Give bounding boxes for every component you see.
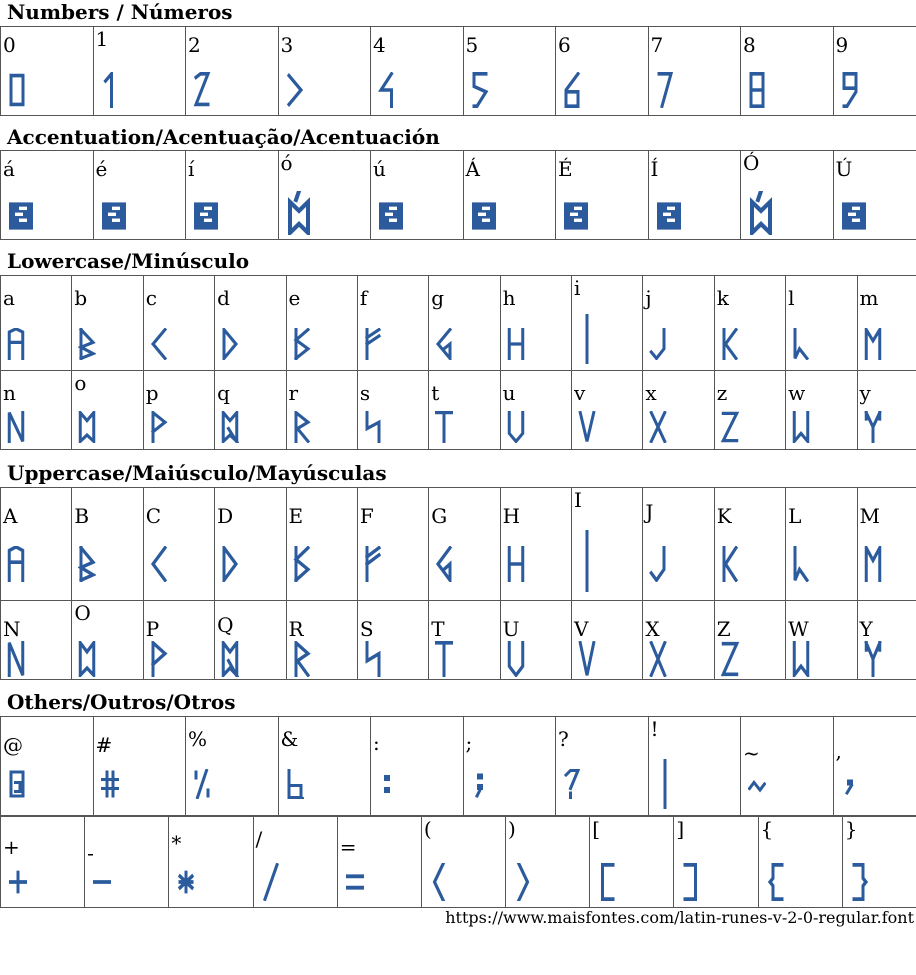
rune-glyph-icon <box>221 546 239 582</box>
glyph-cell-accents-í <box>186 151 279 240</box>
char-label: 5 <box>465 33 479 57</box>
glyph-cell-lowercase_row1-e <box>286 276 357 371</box>
char-label: d <box>217 286 230 310</box>
glyph-cell-numbers-9 <box>833 27 916 116</box>
glyph-cell-uppercase_row1-F <box>357 488 428 601</box>
char-label: , <box>835 739 842 763</box>
rune-glyph-icon <box>864 641 882 677</box>
rune-glyph-icon <box>8 769 26 799</box>
char-label: e <box>288 286 301 310</box>
rune-glyph-icon <box>7 411 25 443</box>
rune-glyph-icon <box>578 411 596 443</box>
char-label: o <box>74 371 87 395</box>
rune-glyph-icon <box>93 863 111 901</box>
char-label: G <box>431 504 448 528</box>
rune-glyph-icon <box>514 863 532 901</box>
glyph-cell-uppercase_row2-Y <box>857 601 916 680</box>
glyph-cell-uppercase_row1-K <box>714 488 785 601</box>
char-label: F <box>359 504 374 528</box>
char-label: X <box>645 617 660 641</box>
rune-glyph-icon <box>7 546 25 582</box>
others-grid-row2 <box>0 816 916 908</box>
rune-glyph-icon <box>150 411 168 443</box>
glyph-cell-lowercase_row1-f <box>357 276 428 371</box>
glyph-cell-accents-ó <box>278 151 371 240</box>
glyph-cell-uppercase_row1-M <box>857 488 916 601</box>
glyph-cell-lowercase_row1-h <box>500 276 571 371</box>
glyph-cell-lowercase_row2-n <box>1 371 72 450</box>
rune-glyph-icon <box>563 769 581 799</box>
glyph-cell-uppercase_row2-O <box>72 601 143 680</box>
char-label: g <box>431 286 445 310</box>
rune-glyph-icon <box>379 199 403 233</box>
char-label: [ <box>592 817 601 841</box>
glyph-cell-others_row2-equals <box>337 817 421 908</box>
rune-glyph-icon <box>721 641 739 677</box>
char-label: x <box>645 381 657 405</box>
rune-glyph-icon <box>286 769 304 799</box>
char-label: : <box>373 731 380 755</box>
glyph-cell-lowercase_row2-s <box>357 371 428 450</box>
char-label: M <box>859 504 880 528</box>
rune-glyph-icon <box>471 72 489 108</box>
rune-glyph-icon <box>221 411 239 443</box>
glyph-cell-numbers-1 <box>93 27 186 116</box>
char-label: ! <box>650 717 659 741</box>
glyph-cell-numbers-8 <box>741 27 834 116</box>
char-label: s <box>359 381 371 405</box>
glyph-cell-numbers-4 <box>371 27 464 116</box>
rune-glyph-icon <box>792 641 810 677</box>
char-label: = <box>339 835 357 859</box>
glyph-cell-lowercase_row1-d <box>215 276 286 371</box>
char-label: l <box>788 286 795 310</box>
numbers-grid <box>0 26 916 116</box>
rune-glyph-icon <box>472 199 496 233</box>
char-label: é <box>95 157 108 181</box>
rune-glyph-icon <box>193 72 211 108</box>
glyph-cell-lowercase_row2-t <box>429 371 500 450</box>
glyph-cell-others_row1-semicolon <box>463 717 556 816</box>
glyph-cell-lowercase_row2-v <box>572 371 643 450</box>
accents-grid <box>0 150 916 240</box>
glyph-cell-uppercase_row2-W <box>786 601 857 680</box>
char-label: Z <box>716 617 731 641</box>
glyph-cell-uppercase_row1-B <box>72 488 143 601</box>
glyph-cell-others_row1-ampersand <box>278 717 371 816</box>
glyph-cell-lowercase_row2-z <box>714 371 785 450</box>
char-label: Á <box>465 157 480 181</box>
char-label: * <box>171 831 182 855</box>
rune-glyph-icon <box>293 641 311 677</box>
char-label: m <box>859 286 879 310</box>
source-url: https://www.maisfontes.com/latin-runes-v-2-0-regular.font <box>445 908 914 927</box>
rune-glyph-icon <box>507 328 525 360</box>
glyph-cell-accents-Í <box>648 151 741 240</box>
char-label: t <box>431 381 440 405</box>
rune-glyph-icon <box>864 411 882 443</box>
rune-glyph-icon <box>649 411 667 443</box>
glyph-cell-others_row1-percent <box>186 717 279 816</box>
char-label: 3 <box>280 33 294 57</box>
rune-glyph-icon <box>150 641 168 677</box>
char-label: 2 <box>188 33 201 57</box>
rune-glyph-icon <box>364 546 382 582</box>
char-label: 8 <box>743 33 756 57</box>
glyph-cell-lowercase_row2-r <box>286 371 357 450</box>
glyph-cell-lowercase_row1-c <box>143 276 214 371</box>
char-label: B <box>74 504 90 528</box>
char-label: K <box>716 504 732 528</box>
rune-glyph-icon <box>657 199 681 233</box>
lowercase-heading: Lowercase/Minúsculo <box>7 249 250 273</box>
rune-glyph-icon <box>656 759 674 809</box>
glyph-cell-uppercase_row1-D <box>215 488 286 601</box>
glyph-cell-uppercase_row2-P <box>143 601 214 680</box>
rune-glyph-icon <box>435 641 453 677</box>
rune-glyph-icon <box>864 546 882 582</box>
rune-glyph-icon <box>78 411 96 443</box>
rune-glyph-icon <box>430 863 448 901</box>
rune-glyph-icon <box>150 546 168 582</box>
char-label: p <box>145 381 159 405</box>
rune-glyph-icon <box>649 328 667 360</box>
rune-glyph-icon <box>7 328 25 360</box>
rune-glyph-icon <box>851 863 869 901</box>
char-label: ó <box>280 151 293 175</box>
rune-glyph-icon <box>649 641 667 677</box>
char-label: Ó <box>743 151 760 175</box>
char-label: L <box>788 504 802 528</box>
rune-glyph-icon <box>842 199 866 233</box>
char-label: - <box>87 841 94 865</box>
char-label: J <box>645 500 654 524</box>
rune-glyph-icon <box>78 328 96 360</box>
glyph-cell-others_row2-bracket-open <box>590 817 674 908</box>
glyph-cell-lowercase_row1-m <box>857 276 916 371</box>
rune-glyph-icon <box>7 641 25 677</box>
rune-glyph-icon <box>578 641 596 677</box>
rune-glyph-icon <box>435 546 453 582</box>
rune-glyph-icon <box>507 411 525 443</box>
rune-glyph-icon <box>378 72 396 108</box>
glyph-cell-uppercase_row1-J <box>643 488 714 601</box>
glyph-cell-others_row2-slash <box>253 817 337 908</box>
char-label: ; <box>465 731 473 755</box>
glyph-cell-uppercase_row2-S <box>357 601 428 680</box>
rune-glyph-icon <box>841 72 859 108</box>
char-label: a <box>3 286 15 310</box>
char-label: I <box>574 488 582 512</box>
rune-glyph-icon <box>656 72 674 108</box>
rune-glyph-icon <box>293 328 311 360</box>
lowercase-grid <box>0 275 916 450</box>
glyph-cell-others_row1-colon <box>371 717 464 816</box>
char-label: P <box>145 617 160 641</box>
char-label: O <box>74 601 91 625</box>
char-label: í <box>188 157 195 181</box>
rune-glyph-icon <box>286 72 304 108</box>
char-label: ~ <box>743 741 760 765</box>
char-label: N <box>3 617 21 641</box>
glyph-cell-lowercase_row2-u <box>500 371 571 450</box>
glyph-cell-uppercase_row1-G <box>429 488 500 601</box>
char-label: 7 <box>650 33 664 57</box>
glyph-cell-others_row1-hash <box>93 717 186 816</box>
char-label: ? <box>558 727 569 751</box>
accents-heading: Accentuation/Acentuação/Acentuación <box>7 125 440 149</box>
glyph-cell-others_row2-asterisk <box>169 817 253 908</box>
char-label: 6 <box>558 33 571 57</box>
glyph-cell-numbers-2 <box>186 27 279 116</box>
rune-glyph-icon <box>101 72 119 108</box>
glyph-cell-lowercase_row2-y <box>857 371 916 450</box>
char-label: w <box>788 381 806 405</box>
glyph-cell-uppercase_row2-N <box>1 601 72 680</box>
glyph-cell-others_row2-bracket-close <box>674 817 758 908</box>
glyph-cell-uppercase_row2-X <box>643 601 714 680</box>
glyph-cell-numbers-5 <box>463 27 556 116</box>
char-label: A <box>3 504 18 528</box>
char-label: } <box>844 817 858 841</box>
char-label: h <box>502 286 516 310</box>
rune-glyph-icon <box>193 769 211 799</box>
char-label: H <box>502 504 521 528</box>
rune-glyph-icon <box>598 863 616 901</box>
rune-glyph-icon <box>102 199 126 233</box>
char-label: i <box>574 276 581 300</box>
glyph-cell-lowercase_row2-w <box>786 371 857 450</box>
rune-glyph-icon <box>9 199 33 233</box>
glyph-cell-lowercase_row1-b <box>72 276 143 371</box>
glyph-cell-others_row1-at <box>1 717 94 816</box>
glyph-cell-lowercase_row2-x <box>643 371 714 450</box>
glyph-cell-others_row2-paren-close <box>506 817 590 908</box>
rune-glyph-icon <box>221 328 239 360</box>
char-label: f <box>359 286 368 310</box>
glyph-cell-others_row2-plus <box>1 817 85 908</box>
glyph-cell-numbers-3 <box>278 27 371 116</box>
glyph-cell-accents-ú <box>371 151 464 240</box>
char-label: b <box>74 286 88 310</box>
char-label: R <box>288 617 304 641</box>
glyph-cell-lowercase_row1-i <box>572 276 643 371</box>
rune-glyph-icon <box>194 199 218 233</box>
rune-glyph-icon <box>293 546 311 582</box>
rune-glyph-icon <box>792 411 810 443</box>
glyph-cell-others_row2-brace-open <box>758 817 842 908</box>
rune-glyph-icon <box>78 546 96 582</box>
char-label: ] <box>676 817 685 841</box>
rune-glyph-icon <box>721 328 739 360</box>
rune-glyph-icon <box>792 546 810 582</box>
char-label: z <box>716 381 728 405</box>
char-label: r <box>288 381 299 405</box>
glyph-cell-uppercase_row1-E <box>286 488 357 601</box>
glyph-cell-accents-Ó <box>741 151 834 240</box>
rune-glyph-icon <box>8 72 26 108</box>
rune-glyph-icon <box>364 641 382 677</box>
rune-glyph-icon <box>721 546 739 582</box>
glyph-cell-lowercase_row2-o <box>72 371 143 450</box>
rune-glyph-icon <box>578 530 596 592</box>
glyph-cell-accents-Ú <box>833 151 916 240</box>
glyph-cell-numbers-7 <box>648 27 741 116</box>
char-label: @ <box>3 733 23 757</box>
rune-glyph-icon <box>364 411 382 443</box>
glyph-cell-numbers-6 <box>556 27 649 116</box>
glyph-cell-accents-Á <box>463 151 556 240</box>
others-grid-row1 <box>0 716 916 816</box>
char-label: á <box>3 157 15 181</box>
rune-glyph-icon <box>767 863 785 901</box>
rune-glyph-icon <box>471 769 489 799</box>
glyph-cell-uppercase_row1-A <box>1 488 72 601</box>
char-label: ) <box>508 817 516 841</box>
char-label: É <box>558 157 573 181</box>
char-label: c <box>145 286 157 310</box>
char-label: j <box>645 286 652 310</box>
char-label: Ú <box>835 157 853 181</box>
rune-glyph-icon <box>293 411 311 443</box>
char-label: Í <box>650 157 659 181</box>
rune-glyph-icon <box>578 314 596 364</box>
rune-glyph-icon <box>435 328 453 360</box>
rune-glyph-icon <box>364 328 382 360</box>
glyph-cell-accents-é <box>93 151 186 240</box>
char-label: D <box>217 504 234 528</box>
char-label: ( <box>423 817 432 841</box>
glyph-cell-lowercase_row1-a <box>1 276 72 371</box>
others-heading: Others/Outros/Otros <box>7 690 236 714</box>
char-label: y <box>859 381 871 405</box>
rune-glyph-icon <box>507 641 525 677</box>
rune-glyph-icon <box>864 328 882 360</box>
rune-glyph-icon <box>78 641 96 677</box>
char-label: { <box>760 817 774 841</box>
glyph-cell-lowercase_row1-l <box>786 276 857 371</box>
char-label: 9 <box>835 33 849 57</box>
glyph-cell-accents-á <box>1 151 94 240</box>
glyph-cell-others_row1-exclamation <box>648 717 741 816</box>
rune-glyph-icon <box>721 411 739 443</box>
rune-glyph-icon <box>221 641 239 677</box>
glyph-cell-others_row1-tilde <box>741 717 834 816</box>
rune-glyph-icon <box>435 411 453 443</box>
numbers-heading: Numbers / Números <box>7 0 233 24</box>
char-label: Q <box>217 613 234 637</box>
rune-glyph-icon <box>177 863 195 901</box>
glyph-cell-others_row1-question <box>556 717 649 816</box>
char-label: E <box>288 504 304 528</box>
glyph-cell-uppercase_row2-Z <box>714 601 785 680</box>
rune-glyph-icon <box>841 769 859 799</box>
char-label: 4 <box>373 33 386 57</box>
glyph-cell-lowercase_row2-q <box>215 371 286 450</box>
char-label: n <box>3 381 16 405</box>
char-label: u <box>502 381 516 405</box>
glyph-cell-uppercase_row1-L <box>786 488 857 601</box>
rune-glyph-icon <box>101 769 119 799</box>
char-label: + <box>3 835 20 859</box>
char-label: & <box>280 727 299 751</box>
glyph-cell-uppercase_row1-H <box>500 488 571 601</box>
rune-glyph-icon <box>792 328 810 360</box>
char-label: 1 <box>95 27 109 51</box>
char-label: U <box>502 617 520 641</box>
rune-glyph-icon <box>563 72 581 108</box>
rune-glyph-icon <box>150 328 168 360</box>
glyph-cell-uppercase_row1-C <box>143 488 214 601</box>
rune-glyph-icon <box>287 191 311 235</box>
rune-glyph-icon <box>346 863 364 901</box>
glyph-cell-lowercase_row2-p <box>143 371 214 450</box>
glyph-cell-others_row2-brace-close <box>842 817 916 908</box>
char-label: % <box>188 727 208 751</box>
char-label: Y <box>859 617 873 641</box>
char-label: S <box>359 617 374 641</box>
glyph-cell-uppercase_row2-V <box>572 601 643 680</box>
char-label: 0 <box>3 33 16 57</box>
glyph-cell-uppercase_row1-I <box>572 488 643 601</box>
glyph-cell-lowercase_row1-k <box>714 276 785 371</box>
rune-glyph-icon <box>748 769 766 799</box>
char-label: V <box>574 617 589 641</box>
rune-glyph-icon <box>749 191 773 235</box>
rune-glyph-icon <box>564 199 588 233</box>
char-label: / <box>255 827 263 851</box>
uppercase-heading: Uppercase/Maiúsculo/Mayúsculas <box>7 461 387 485</box>
char-label: v <box>574 381 586 405</box>
glyph-cell-uppercase_row2-T <box>429 601 500 680</box>
char-label: q <box>217 381 230 405</box>
char-label: ú <box>373 157 386 181</box>
rune-glyph-icon <box>378 769 396 799</box>
glyph-cell-uppercase_row2-U <box>500 601 571 680</box>
uppercase-grid <box>0 487 916 680</box>
glyph-cell-numbers-0 <box>1 27 94 116</box>
rune-glyph-icon <box>507 546 525 582</box>
rune-glyph-icon <box>649 546 667 582</box>
char-label: # <box>95 733 113 757</box>
glyph-cell-accents-É <box>556 151 649 240</box>
glyph-cell-uppercase_row2-Q <box>215 601 286 680</box>
rune-glyph-icon <box>9 863 27 901</box>
rune-glyph-icon <box>262 863 280 901</box>
glyph-cell-others_row1-comma <box>833 717 916 816</box>
rune-glyph-icon <box>682 863 700 901</box>
rune-glyph-icon <box>748 72 766 108</box>
glyph-cell-lowercase_row1-j <box>643 276 714 371</box>
char-label: k <box>716 286 729 310</box>
char-label: C <box>145 504 162 528</box>
char-label: T <box>431 617 445 641</box>
glyph-cell-others_row2-minus <box>85 817 169 908</box>
glyph-cell-uppercase_row2-R <box>286 601 357 680</box>
glyph-cell-others_row2-paren-open <box>421 817 505 908</box>
char-label: W <box>788 617 809 641</box>
glyph-cell-lowercase_row1-g <box>429 276 500 371</box>
